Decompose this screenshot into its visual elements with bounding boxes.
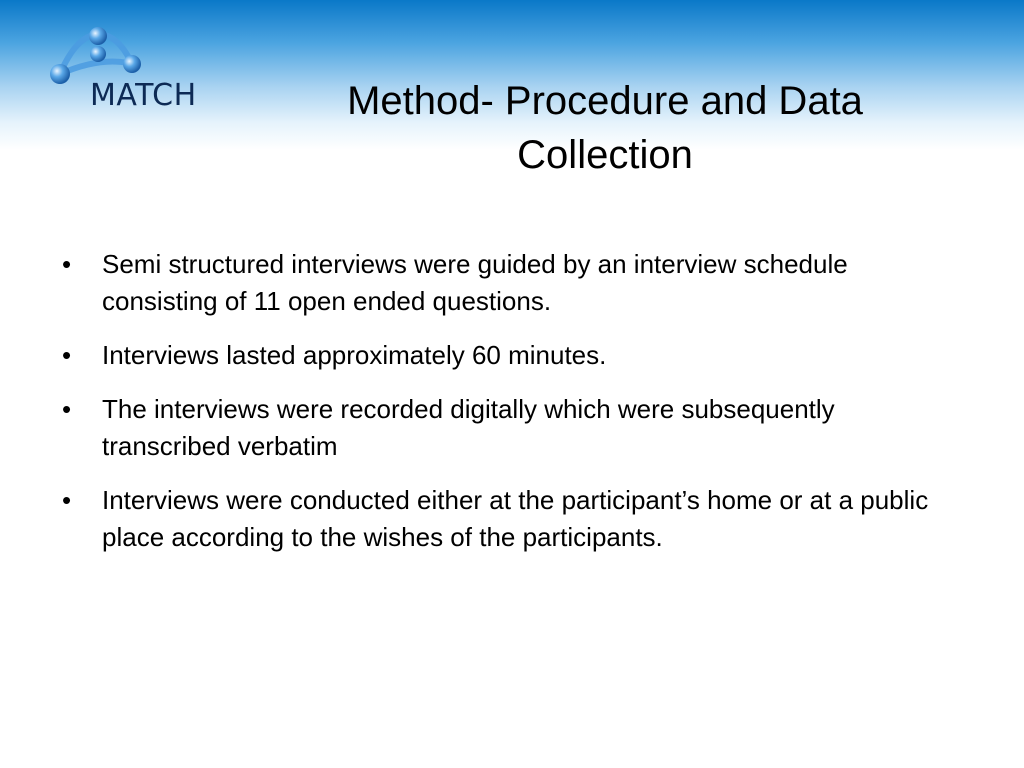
bullet-text: Interviews were conducted either at the participant’s home or at a public place according to the wishes of the participants. — [102, 485, 929, 552]
bullet-text: Semi structured interviews were guided by an interview schedule consisting of 11 open ended questions. — [102, 249, 848, 316]
list-item — [60, 391, 960, 465]
list-item — [60, 246, 960, 320]
list-item — [60, 482, 960, 556]
bullet-icon: • — [62, 249, 72, 279]
logo-text: MATCH — [90, 78, 197, 113]
title-line-1: Method- Procedure and Data — [347, 79, 863, 123]
title-line-2: Collection — [517, 133, 693, 177]
slide-title — [290, 74, 920, 182]
bullet-icon: • — [62, 340, 72, 370]
list-item — [60, 337, 960, 374]
match-logo — [46, 26, 216, 126]
bullet-text: The interviews were recorded digitally which were subsequently transcribed verbatim — [102, 394, 835, 461]
bullet-list — [60, 246, 960, 573]
bullet-icon: • — [62, 485, 72, 515]
bullet-icon: • — [62, 394, 72, 424]
bullet-text: Interviews lasted approximately 60 minutes. — [102, 340, 607, 370]
